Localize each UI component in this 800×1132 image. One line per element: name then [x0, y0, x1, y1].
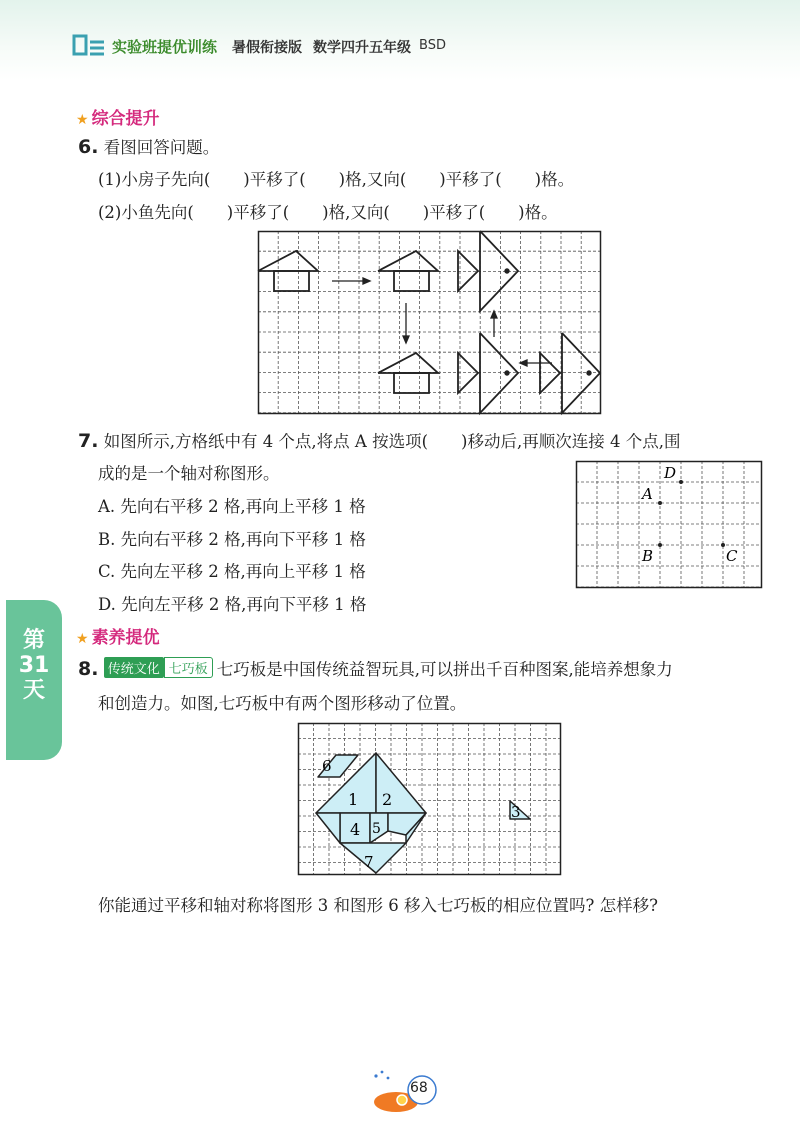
- point-d-dot: [679, 480, 683, 484]
- q7-stem-line1: 7. 如图所示,方格纸中有 4 个点,将点 A 按选项( )移动后,再顺次连接 4 个点,围: [78, 430, 681, 452]
- house-moved-down: [378, 353, 438, 393]
- q7-option-b: B. 先向右平移 2 格,再向下平移 1 格: [98, 530, 366, 549]
- section-heading-literacy: ★ 素养提优: [76, 628, 160, 648]
- arrow-down: [403, 303, 409, 343]
- q8-question: 你能通过平移和轴对称将图形 3 和图形 6 移入七巧板的相应位置吗? 怎样移?: [98, 896, 658, 915]
- tangram-tag: 七巧板: [164, 657, 213, 678]
- section-heading-comprehensive: ★ 综合提升: [76, 109, 160, 129]
- q7-option-a: A. 先向右平移 2 格,再向上平移 1 格: [98, 497, 366, 516]
- point-c-dot: [721, 543, 725, 547]
- piece-label-1: 1: [348, 790, 359, 809]
- fish-bottom-left: [458, 333, 518, 413]
- series-title: 实验班提优训练: [112, 38, 218, 56]
- culture-tag: 传统文化: [104, 657, 164, 678]
- page-number: 68: [410, 1080, 428, 1096]
- house-moved-right: [378, 251, 438, 291]
- day-side-tab: 第 31 天: [6, 600, 62, 760]
- q8-tangram-figure: [298, 723, 562, 876]
- q8-stem-line1: 8. 传统文化 七巧板 七巧板是中国传统益智玩具,可以拼出千百种图案,能培养想象力: [78, 658, 673, 680]
- star-icon: ★: [76, 631, 89, 647]
- edition-label: 暑假衔接版: [232, 40, 302, 56]
- q8-stem-line2: 和创造力。如图,七巧板中有两个图形移动了位置。: [98, 694, 467, 713]
- point-d-label: D: [664, 464, 677, 482]
- submarine-mascot-icon: [370, 1070, 442, 1114]
- star-icon: ★: [76, 112, 89, 128]
- tangram-piece-edge-left: [316, 813, 340, 843]
- point-a-dot: [658, 501, 662, 505]
- q7-option-d: D. 先向左平移 2 格,再向下平移 1 格: [98, 595, 367, 614]
- piece-label-2: 2: [382, 790, 393, 809]
- arrow-right: [332, 278, 370, 284]
- piece-label-6: 6: [322, 757, 332, 775]
- point-b-label: B: [642, 547, 654, 565]
- piece-label-7: 7: [364, 853, 374, 871]
- book-logo-icon: [72, 32, 106, 58]
- q6-grid-figure: [258, 231, 602, 414]
- fish-bottom-right: [540, 333, 600, 413]
- point-b-dot: [658, 543, 662, 547]
- subject-label: 数学四升五年级: [313, 40, 411, 56]
- point-a-label: A: [642, 485, 653, 503]
- q7-stem-line2: 成的是一个轴对称图形。: [98, 464, 280, 483]
- q7-option-c: C. 先向左平移 2 格,再向上平移 1 格: [98, 562, 366, 581]
- q6-part2: (2)小鱼先向( )平移了( )格,又向( )平移了( )格。: [98, 203, 558, 222]
- point-c-label: C: [726, 547, 738, 565]
- q6-stem: 6. 看图回答问题。: [78, 136, 220, 158]
- house-original: [258, 251, 318, 291]
- piece-label-3: 3: [511, 803, 521, 821]
- piece-label-4: 4: [350, 820, 361, 839]
- publisher-code: BSD: [419, 38, 446, 53]
- piece-label-5: 5: [372, 821, 381, 837]
- q6-part1: (1)小房子先向( )平移了( )格,又向( )平移了( )格。: [98, 170, 575, 189]
- arrow-up: [491, 311, 497, 337]
- q7-grid-figure: [576, 461, 763, 589]
